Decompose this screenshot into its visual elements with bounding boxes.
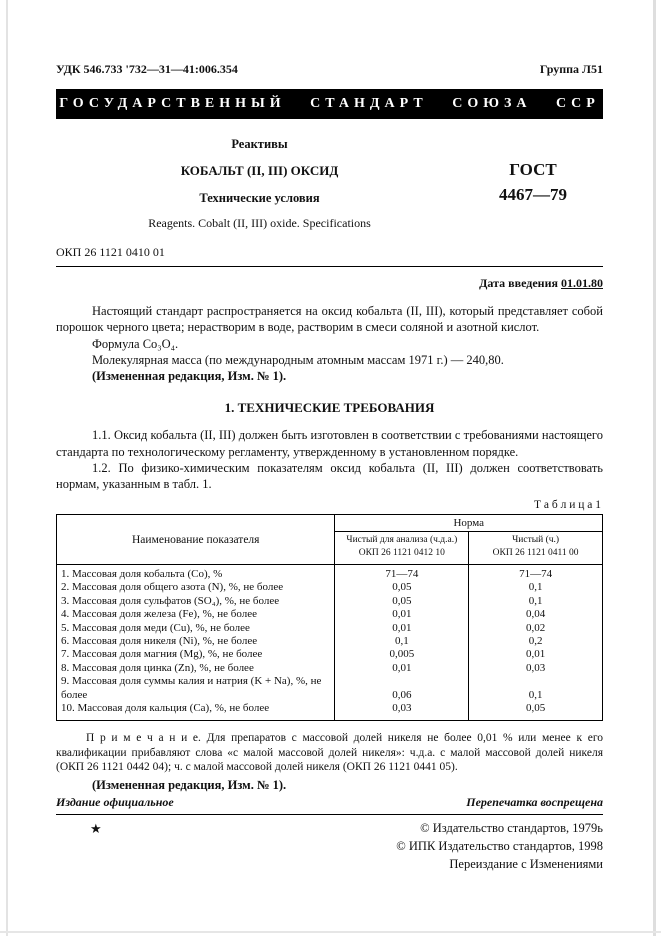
indicator-name: 10. Массовая доля кальция (Ca), %, не более [57,702,335,721]
okp-code: ОКП 26 1121 0410 01 [56,245,165,259]
column-header-pure [469,532,603,565]
value-chda: 0,01 [335,622,469,635]
formula-paragraph: Формула Co₃O₄. [92,336,179,351]
value-chda: 0,05 [335,581,469,594]
indicator-name: 3. Массовая доля сульфатов (SO₄), %, не более [57,595,335,608]
value-ch: 0,01 [469,648,603,661]
column-header-name: Наименование показателя [57,515,335,565]
molecular-mass-paragraph: Молекулярная масса (по международным атомным массам 1971 г.) — 240,80. [92,352,504,367]
value-ch: 0,2 [469,635,603,648]
amendment-note: (Измененная редакция, Изм. № 1). [92,777,287,792]
english-title: Reagents. Cobalt (II, III) oxide. Specifications [148,216,371,230]
table-row [57,595,603,608]
top-row [56,62,603,77]
value-ch: 0,1 [469,675,603,702]
value-chda: 0,01 [335,608,469,621]
grade-label: Чистый для анализа (ч.д.а.) [346,535,458,546]
standard-subtitle: Технические условия [199,191,320,205]
indicator-name: 7. Массовая доля магния (Mg), %, не более [57,648,335,661]
indicator-name: 1. Массовая доля кобальта (Co), % [57,564,335,581]
value-chda: 0,005 [335,648,469,661]
table-row [57,608,603,621]
clause-1-1: 1.1. Оксид кобальта (II, III) должен быть изготовлен в соответствии с требованиями настоящего стандарта по технологическому регламенту, утвержденному в установленном порядке. [56,428,603,459]
amendment-note: (Измененная редакция, Изм. № 1). [92,369,287,383]
table-row [57,675,603,702]
value-ch: 0,04 [469,608,603,621]
value-ch: 0,05 [469,702,603,721]
scan-edge [6,0,8,936]
indicator-name: 6. Массовая доля никеля (Ni), %, не более [57,635,335,648]
divider-rule [56,266,603,267]
table-row [57,581,603,594]
note-label: П р и м е ч а н и е. [86,732,201,745]
table-row [57,702,603,721]
value-chda: 0,05 [335,595,469,608]
copyright-line: © Издательство стандартов, 1979ь [420,821,603,835]
note-text: Для препаратов с массовой долей никеля не более 0,01 % или менее к его квалификации прибавляют слова «с малой массовой долей никеля»: ч.д.а. с малой массовой долей никеля (ОКП 26 1121 0442 04); ч. с малой массовой долей никеля (ОКП 26 1121 0441 05). [56,732,603,774]
indicator-name: 8. Массовая доля цинка (Zn), %, не более [57,662,335,675]
indicator-name: 9. Массовая доля суммы калия и натрия (K + Na), %, не более [57,675,335,702]
value-ch: 0,1 [469,595,603,608]
page-footer [56,795,603,873]
scan-edge [0,931,661,933]
grade-okp-code: ОКП 26 1121 0411 00 [492,547,579,558]
clause-1-2: 1.2. По физико-химическим показателям оксид кобальта (II, III) должен соответствовать нормам, указанным в табл. 1. [56,460,603,491]
table-caption: Т а б л и ц а 1 [533,499,601,512]
section-heading: 1. ТЕХНИЧЕСКИЕ ТРЕБОВАНИЯ [224,400,435,416]
effective-date-label: Дата введения [479,276,558,290]
intro-paragraph: Настоящий стандарт распространяется на оксид кобальта (II, III), который представляет собой порошок черного цвета; нерастворим в воде, растворим в смеси соляной и азотной кислот. [56,304,603,335]
official-edition-label: Издание официальное [56,795,174,809]
reprint-forbidden-label: Перепечатка воспрещена [466,795,603,809]
specifications-table [56,514,603,721]
table-row [57,635,603,648]
value-ch: 0,02 [469,622,603,635]
reissue-line: Переиздание с Изменениями [449,857,603,872]
table-row [57,662,603,675]
value-chda: 71—74 [335,564,469,581]
table-row [57,564,603,581]
udk-code: УДК 546.733 '732—31—41:006.354 [56,62,238,76]
value-chda: 0,03 [335,702,469,721]
standard-title: КОБАЛЬТ (II, III) ОКСИД [180,163,339,178]
value-ch: 0,03 [469,662,603,675]
grade-okp-code: ОКП 26 1121 0412 10 [358,547,445,558]
star-icon: ★ [90,821,102,836]
column-header-norm: Норма [335,515,603,532]
title-block [56,135,603,231]
value-chda: 0,06 [335,675,469,702]
value-ch: 0,1 [469,581,603,594]
group-code: Группа Л51 [539,62,603,76]
scan-edge [653,0,656,936]
value-chda: 0,01 [335,662,469,675]
copyright-line: © ИПК Издательство стандартов, 1998 [396,839,603,854]
gost-number-box [463,158,603,207]
indicator-name: 4. Массовая доля железа (Fe), %, не более [57,608,335,621]
value-chda: 0,1 [335,635,469,648]
column-header-pure-analysis [335,532,469,565]
table-row [57,648,603,661]
copyright-block [396,819,603,873]
effective-date-value: 01.01.80 [561,276,603,290]
value-ch: 71—74 [469,564,603,581]
gost-number: 4467—79 [499,185,567,204]
gost-word: ГОСТ [509,160,557,180]
grade-label: Чистый (ч.) [512,535,560,546]
state-standard-banner: ГОСУДАРСТВЕННЫЙ СТАНДАРТ СОЮЗА ССР [56,89,603,119]
note-paragraph [56,731,603,774]
indicator-name: 5. Массовая доля меди (Cu), %, не более [57,622,335,635]
effective-date-line [56,276,603,291]
table-row [57,622,603,635]
footer-rule [56,814,603,815]
category-title: Реактивы [231,137,288,151]
indicator-name: 2. Массовая доля общего азота (N), %, не более [57,581,335,594]
